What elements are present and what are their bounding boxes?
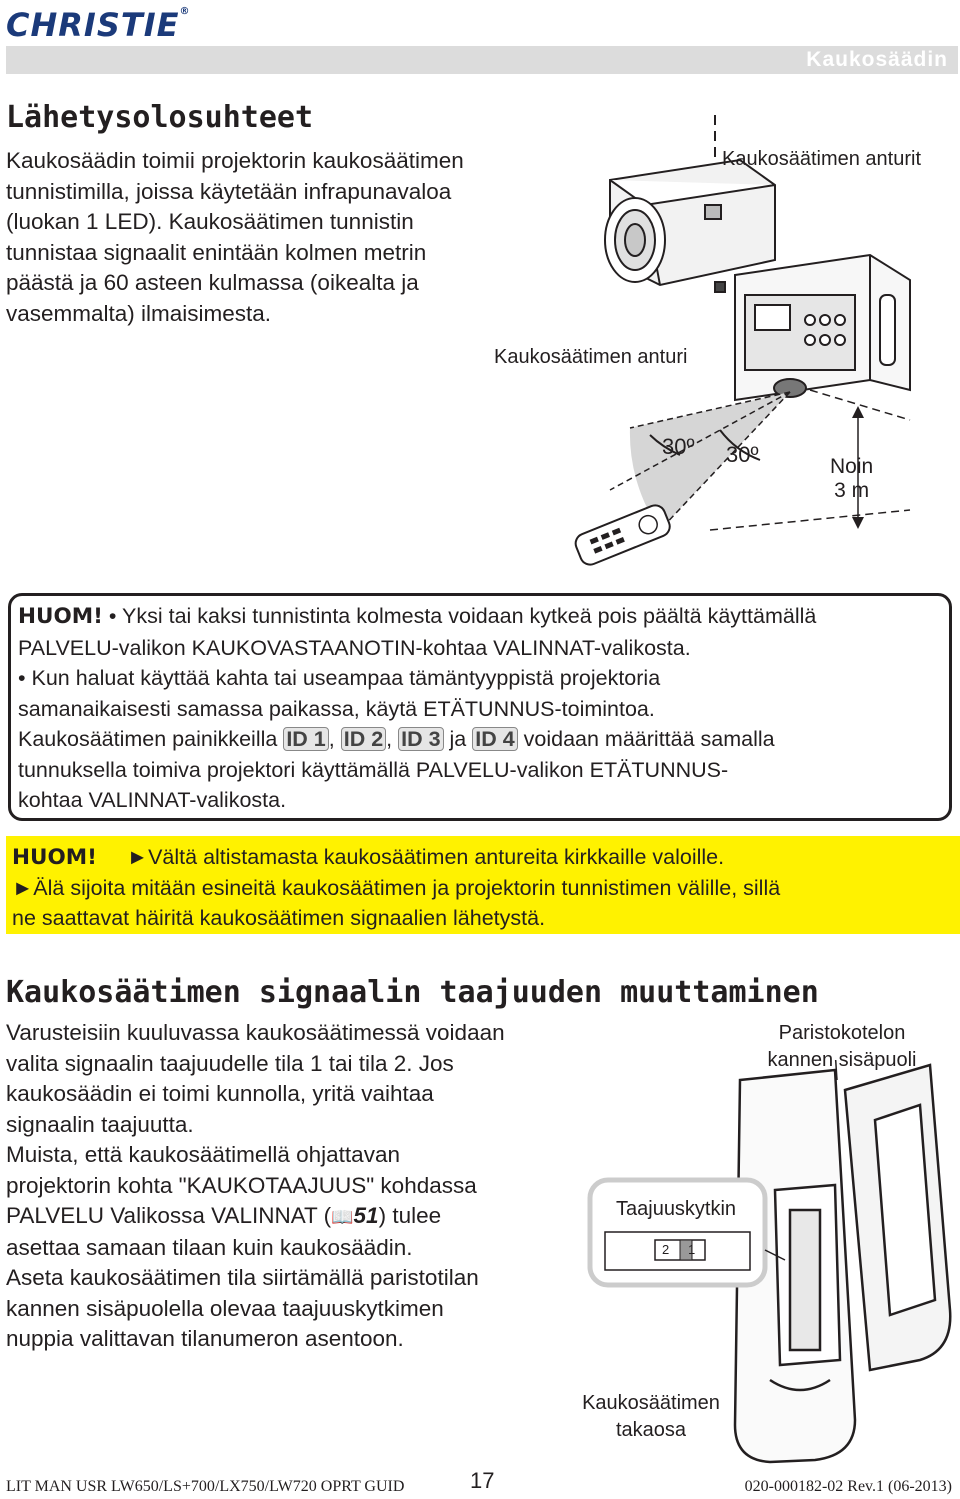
warning-line2: ►Älä sijoita mitään esineitä kaukosäätimen ja projektorin tunnistimen välille, sillä xyxy=(12,876,781,900)
warning-text xyxy=(12,842,956,933)
label-cover-line2: kannen sisäpuoli xyxy=(767,1049,917,1071)
section2-line: signaalin taajuutta. xyxy=(6,1111,194,1137)
section2-line-with-ref xyxy=(6,1201,596,1233)
label-sensor: Kaukosäätimen anturi xyxy=(494,346,688,368)
footer-revision: 020-000182-02 Rev.1 (06-2013) xyxy=(744,1478,952,1495)
section1-line: (luokan 1 LED). Kaukosäätimen tunnistin xyxy=(6,209,414,234)
section2-line: Muista, että kaukosäätimellä ohjattavan xyxy=(6,1142,400,1167)
note-bullet2-line2: samanaikaisesti samassa paikassa, käytä ETÄTUNNUS-toimintoa. xyxy=(18,696,655,721)
logo-registered-mark: ® xyxy=(179,6,191,17)
warning-line1 xyxy=(12,842,956,873)
book-icon: 📖 xyxy=(331,1207,354,1227)
note-bullet2-line1: • Kun haluat käyttää kahta tai useampaa tämäntyyppistä projektoria xyxy=(18,666,661,690)
note-text-segment: , xyxy=(386,727,399,751)
label-back-line1: Kaukosäätimen xyxy=(582,1392,720,1414)
distance-line1: Noin xyxy=(830,455,874,478)
note-text xyxy=(18,601,946,816)
section2-line: Aseta kaukosäätimen tila siirtämällä paristotilan xyxy=(6,1265,479,1290)
label-cover xyxy=(752,1020,932,1074)
page-number: 17 xyxy=(470,1468,495,1493)
section1-line: Kaukosäädin toimii projektorin kaukosäätimen xyxy=(6,148,464,173)
warning-line1-text: ►Vältä altistamasta kaukosäätimen antureita kirkkaille valoille. xyxy=(126,845,725,869)
id3-button-label: ID 3 xyxy=(398,727,443,751)
note-bullet1-line1: • Yksi tai kaksi tunnistinta kolmesta voidaan kytkeä pois päältä käyttämällä xyxy=(102,604,817,628)
remote-control-illustration xyxy=(573,502,673,567)
label-switch: Taajuuskytkin xyxy=(616,1198,737,1220)
note-text-segment: voidaan määrittää samalla xyxy=(517,727,775,751)
section2-line: valita signaalin taajuudelle tila 1 tai tila 2. Jos xyxy=(6,1050,454,1076)
switch-position-2: 2 xyxy=(662,1242,670,1257)
section-header-label: Kaukosäädin xyxy=(806,48,948,71)
id4-button-label: ID 4 xyxy=(472,727,517,751)
note-bullet2-line3 xyxy=(18,724,946,755)
section1-paragraph xyxy=(6,146,566,329)
section1-line: päästä ja 60 asteen kulmassa (oikealta ja xyxy=(6,270,419,295)
id1-button-label: ID 1 xyxy=(283,727,328,751)
label-back-line2: takaosa xyxy=(615,1419,687,1441)
section-title-transmission: Lähetysolosuhteet xyxy=(6,100,314,135)
section1-line: tunnistimilla, joissa käytetään infrapunavaloa xyxy=(6,178,452,204)
section2-line: kaukosäädin ei toimi kunnolla, yritä vaihtaa xyxy=(6,1081,434,1106)
logo-text: CHRISTIE xyxy=(6,6,180,44)
section2-line: Varusteisiin kuuluvassa kaukosäätimessä voidaan xyxy=(6,1020,505,1045)
label-back xyxy=(566,1390,736,1444)
distance-line2: 3 m xyxy=(834,479,870,502)
section2-text-segment: PALVELU Valikossa VALINNAT ( xyxy=(6,1203,332,1228)
label-cover-line1: Paristokotelon xyxy=(778,1022,906,1044)
christie-logo xyxy=(6,6,190,44)
note-text-segment: , xyxy=(328,727,341,751)
section1-line: vasemmalta) ilmaisimesta. xyxy=(6,300,272,326)
section2-line: nuppia valittavan tilanumeron asentoon. xyxy=(6,1326,404,1351)
projector-reception-diagram xyxy=(570,110,960,570)
section-title-frequency: Kaukosäätimen signaalin taajuuden muuttaminen xyxy=(6,975,819,1010)
note-text-segment: Kaukosäätimen painikkeilla xyxy=(18,727,284,751)
angle-right-label: 30º xyxy=(726,442,759,467)
warning-tag: HUOM! xyxy=(12,845,97,870)
label-sensors: Kaukosäätimen anturit xyxy=(722,148,922,170)
switch-position-1: 1 xyxy=(688,1242,696,1257)
section2-line: projektorin kohta "KAUKOTAAJUUS" kohdassa xyxy=(6,1172,477,1198)
note-bullet2-line5: kohtaa VALINNAT-valikosta. xyxy=(18,788,287,812)
note-bullet1-line2: PALVELU-valikon KAUKOVASTAANOTIN-kohtaa VALINNAT-valikosta. xyxy=(18,635,691,660)
section2-line: asettaa samaan tilaan kuin kaukosäädin. xyxy=(6,1234,413,1260)
section2-text-segment: ) tulee xyxy=(378,1203,442,1228)
note-text-segment: ja xyxy=(443,727,473,751)
note-bullet2-line4: tunnuksella toimiva projektori käyttämällä PALVELU-valikon ETÄTUNNUS- xyxy=(18,757,729,782)
id2-button-label: ID 2 xyxy=(341,727,386,751)
footer-doc-id: LIT MAN USR LW650/LS+700/LX750/LW720 OPRT GUID xyxy=(6,1478,405,1495)
warning-line3: ne saattavat häiritä kaukosäätimen signaalien lähetystä. xyxy=(12,906,546,930)
section2-line: kannen sisäpuolella olevaa taajuuskytkimen xyxy=(6,1295,444,1321)
angle-left-label: 30º xyxy=(662,434,695,459)
distance-label xyxy=(830,455,873,503)
section2-paragraph xyxy=(6,1018,596,1355)
note-line xyxy=(18,601,946,633)
page-reference[interactable]: 51 xyxy=(353,1203,379,1228)
note-tag: HUOM! xyxy=(18,604,103,629)
section1-line: tunnistaa signaalit enintään kolmen metrin xyxy=(6,239,427,265)
